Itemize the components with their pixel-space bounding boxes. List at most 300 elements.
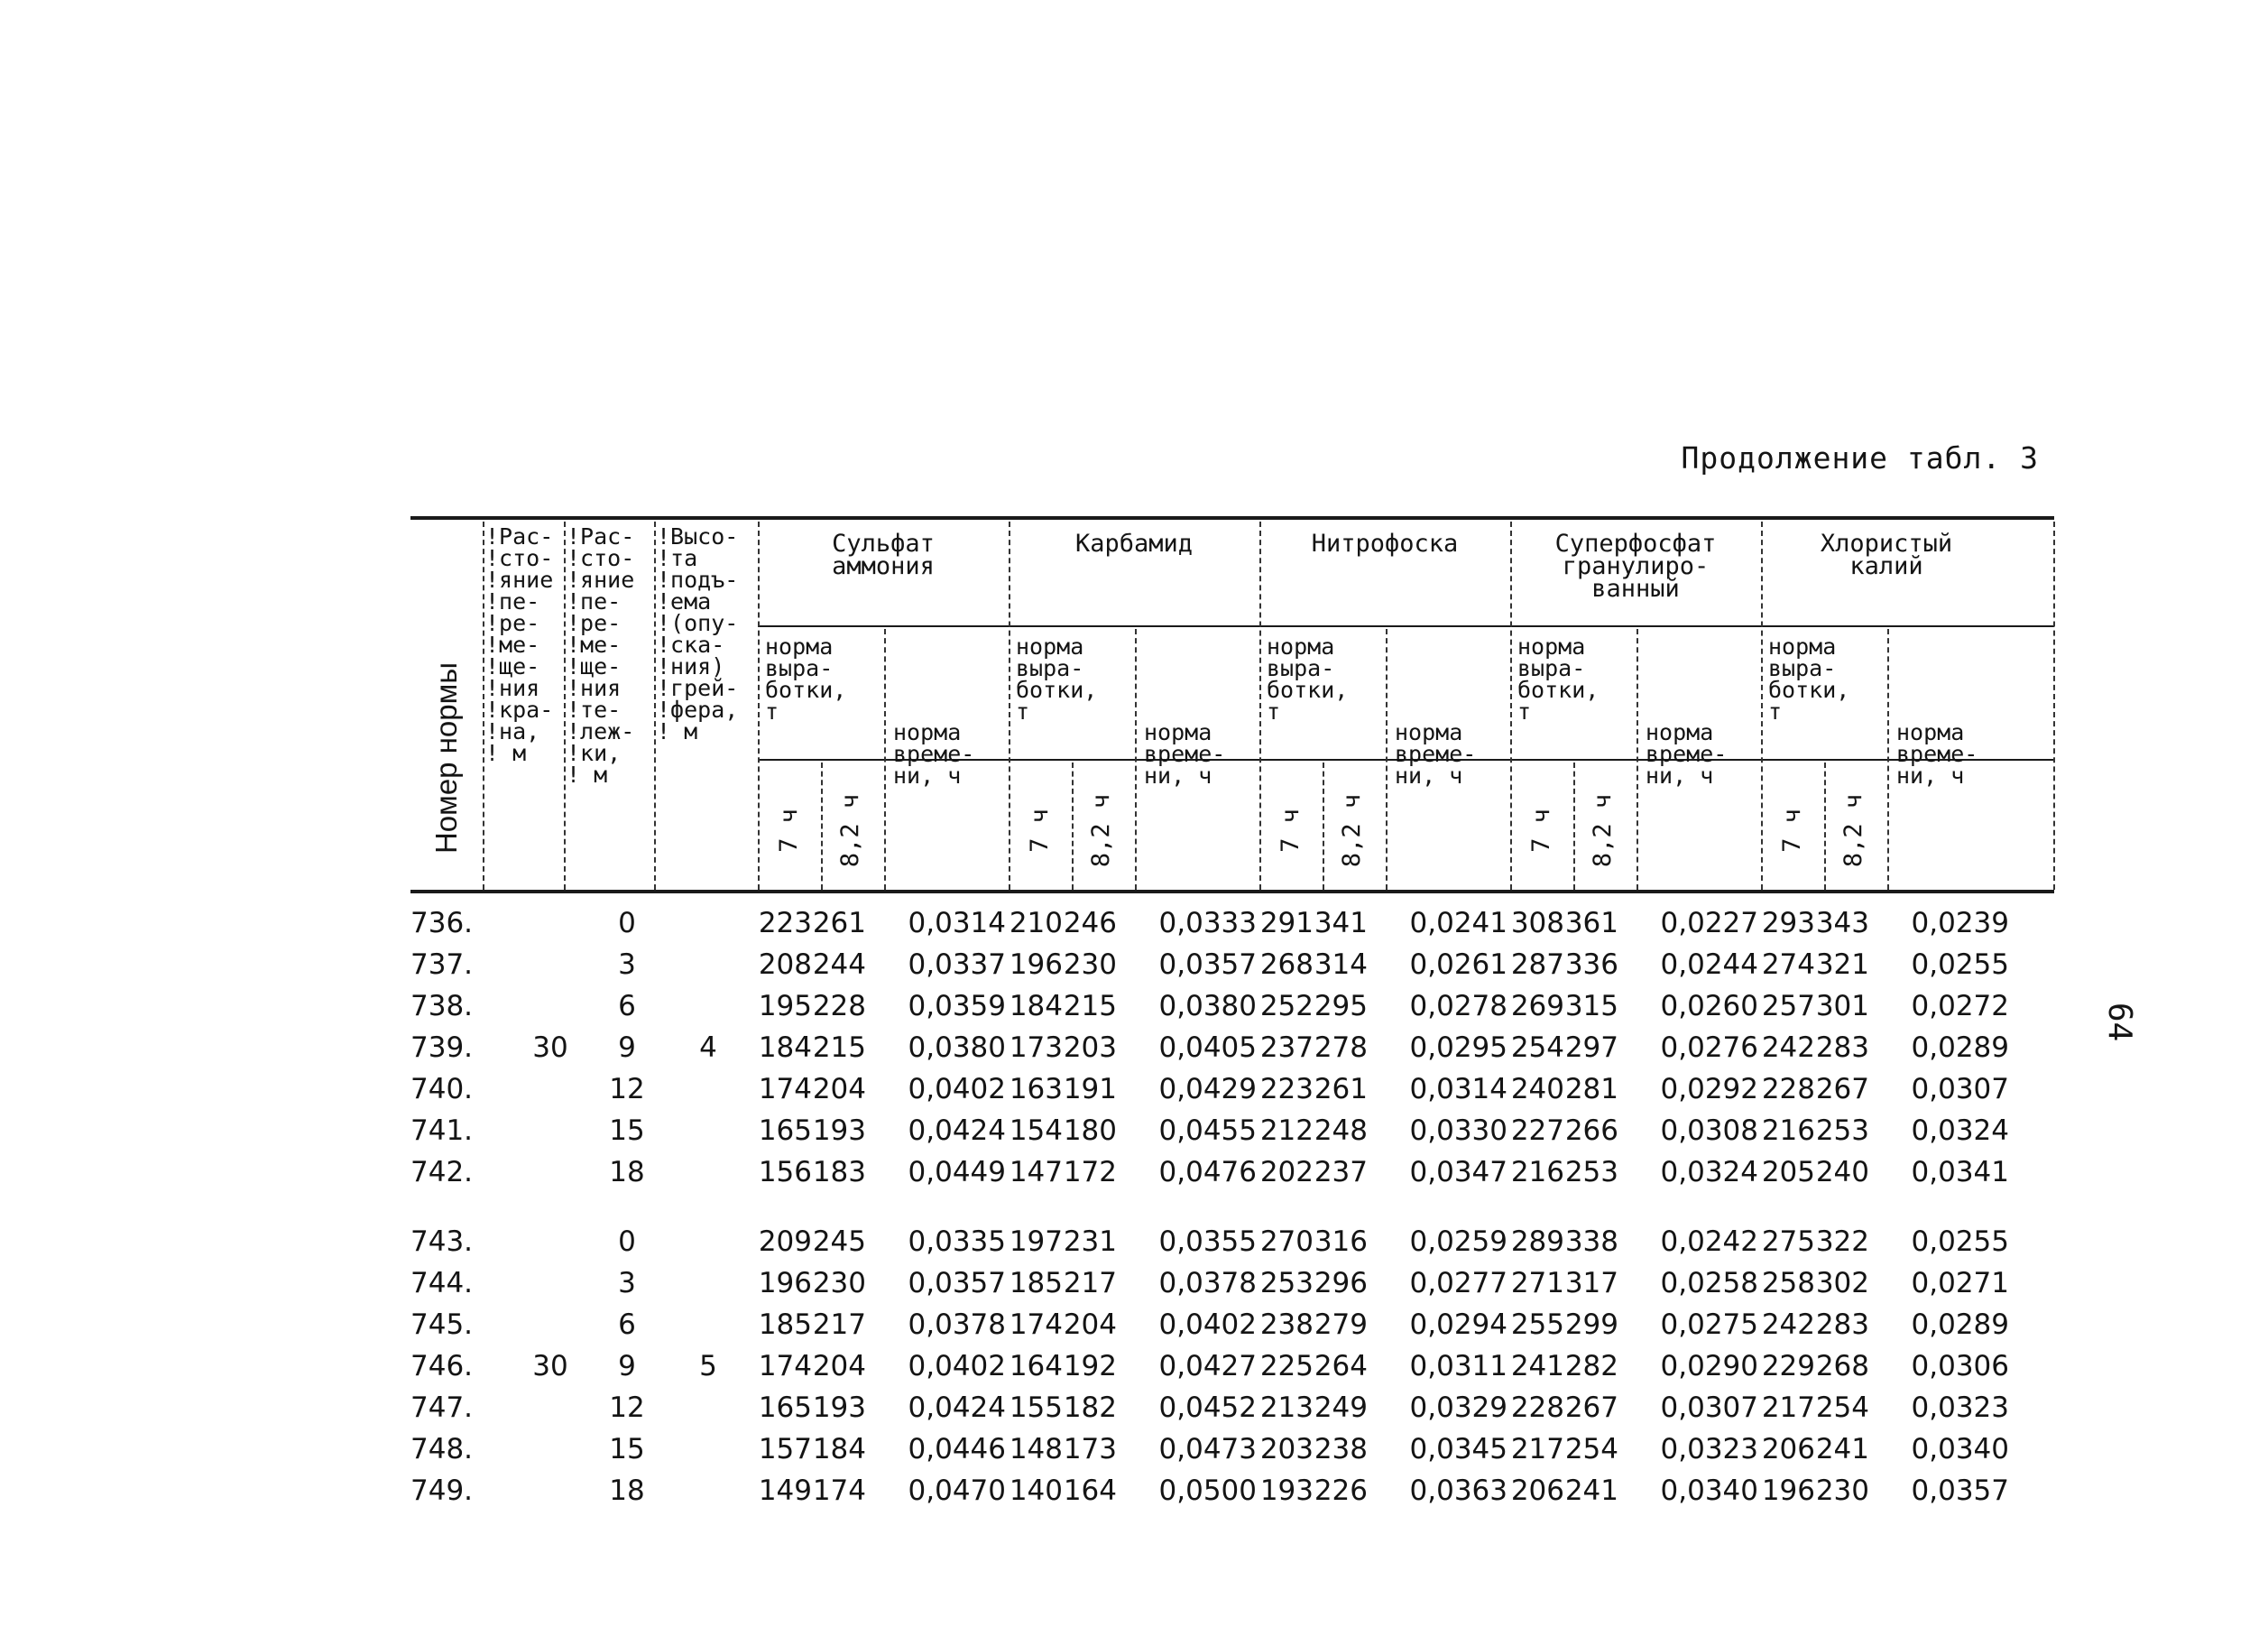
norm-output-cell: 197 (1009, 1225, 1063, 1258)
norm-output-cell: 205 (1761, 1156, 1815, 1188)
norm-number-cell: 737. (410, 948, 474, 981)
shift-82h-header: 8,2 ч (836, 793, 865, 868)
norm-time-cell: 0,0347 (1409, 1156, 1507, 1188)
norm-output-cell: 149 (758, 1474, 812, 1507)
table-row (410, 1031, 2054, 1073)
norm-output-cell: 204 (812, 1350, 866, 1382)
norm-time-cell: 0,0357 (908, 1267, 1006, 1299)
trolley-distance-cell: 15 (609, 1114, 645, 1147)
norm-time-cell: 0,0476 (1158, 1156, 1257, 1188)
norm-output-cell: 245 (812, 1225, 866, 1258)
norm-time-cell: 0,0402 (1158, 1308, 1257, 1341)
norm-time-cell: 0,0323 (1911, 1391, 2009, 1424)
norm-output-cell: 242 (1761, 1031, 1815, 1064)
norm-output-cell: 295 (1314, 990, 1368, 1022)
norm-output-cell: 215 (1063, 990, 1117, 1022)
norm-time-cell: 0,0378 (1158, 1267, 1257, 1299)
norm-time-cell: 0,0335 (908, 1225, 1006, 1258)
norm-number-cell: 740. (410, 1073, 474, 1105)
norm-output-cell: 253 (1564, 1156, 1618, 1188)
table-row (410, 1433, 2054, 1474)
norm-time-header: норма време- ни, ч (1395, 719, 1477, 789)
column-separator (483, 522, 484, 890)
norm-time-cell: 0,0329 (1409, 1391, 1507, 1424)
norm-time-cell: 0,0261 (1409, 948, 1507, 981)
norm-output-cell: 283 (1815, 1308, 1869, 1341)
norm-time-cell: 0,0405 (1158, 1031, 1257, 1064)
norm-time-cell: 0,0402 (908, 1073, 1006, 1105)
norm-output-cell: 225 (1259, 1350, 1314, 1382)
norm-output-cell: 281 (1564, 1073, 1618, 1105)
norm-output-cell: 261 (812, 907, 866, 939)
norm-time-cell: 0,0333 (1158, 907, 1257, 939)
norm-output-cell: 165 (758, 1391, 812, 1424)
norm-output-cell: 271 (1510, 1267, 1564, 1299)
norm-output-cell: 174 (812, 1474, 866, 1507)
norm-output-cell: 230 (1815, 1474, 1869, 1507)
norm-output-cell: 226 (1314, 1474, 1368, 1507)
norm-time-cell: 0,0324 (1911, 1114, 2009, 1147)
norm-output-cell: 287 (1510, 948, 1564, 981)
norm-time-cell: 0,0337 (908, 948, 1006, 981)
norm-time-cell: 0,0314 (1409, 1073, 1507, 1105)
norm-output-cell: 155 (1009, 1391, 1063, 1424)
norm-time-cell: 0,0277 (1409, 1267, 1507, 1299)
norm-time-cell: 0,0473 (1158, 1433, 1257, 1465)
shift-separator (1323, 763, 1324, 890)
norm-output-cell: 147 (1009, 1156, 1063, 1188)
column-separator (564, 522, 566, 890)
norm-output-cell: 174 (758, 1073, 812, 1105)
page-number: 64 (2101, 1002, 2139, 1042)
norm-time-cell: 0,0345 (1409, 1433, 1507, 1465)
norm-time-cell: 0,0255 (1911, 1225, 2009, 1258)
norm-number-cell: 743. (410, 1225, 474, 1258)
norm-time-cell: 0,0290 (1660, 1350, 1758, 1382)
norm-time-cell: 0,0295 (1409, 1031, 1507, 1064)
norm-number-cell: 747. (410, 1391, 474, 1424)
table-caption: Продолжение табл. 3 (1681, 440, 2039, 476)
norm-time-cell: 0,0289 (1911, 1308, 2009, 1341)
output-time-separator (1386, 629, 1388, 890)
norm-output-cell: 302 (1815, 1267, 1869, 1299)
product-group-title: Сульфат аммония (832, 530, 935, 580)
norm-time-cell: 0,0308 (1660, 1114, 1758, 1147)
norm-output-cell: 228 (812, 990, 866, 1022)
norm-output-cell: 192 (1063, 1350, 1117, 1382)
norm-output-cell: 223 (1259, 1073, 1314, 1105)
norm-output-header: норма выра- ботки, т (1267, 633, 1349, 725)
norm-output-cell: 172 (1063, 1156, 1117, 1188)
norm-output-cell: 254 (1815, 1391, 1869, 1424)
norm-output-cell: 241 (1815, 1433, 1869, 1465)
norm-output-cell: 282 (1564, 1350, 1618, 1382)
norm-output-cell: 204 (812, 1073, 866, 1105)
norm-output-cell: 341 (1314, 907, 1368, 939)
norm-output-cell: 184 (1009, 990, 1063, 1022)
norm-output-cell: 148 (1009, 1433, 1063, 1465)
norm-output-cell: 196 (1761, 1474, 1815, 1507)
norm-output-cell: 266 (1564, 1114, 1618, 1147)
norm-output-cell: 253 (1815, 1114, 1869, 1147)
norm-time-cell: 0,0239 (1911, 907, 2009, 939)
shift-82h-header: 8,2 ч (1338, 793, 1367, 868)
column-separator (2053, 522, 2055, 890)
norm-output-cell: 269 (1510, 990, 1564, 1022)
norm-output-cell: 241 (1564, 1474, 1618, 1507)
norm-output-cell: 257 (1761, 990, 1815, 1022)
norm-time-cell: 0,0272 (1911, 990, 2009, 1022)
group-separator (1009, 522, 1010, 890)
norm-output-cell: 242 (1761, 1308, 1815, 1341)
norm-time-cell: 0,0258 (1660, 1267, 1758, 1299)
norm-output-cell: 165 (758, 1114, 812, 1147)
norm-output-cell: 255 (1510, 1308, 1564, 1341)
norm-output-cell: 301 (1815, 990, 1869, 1022)
norm-output-cell: 217 (812, 1308, 866, 1341)
norm-time-cell: 0,0307 (1660, 1391, 1758, 1424)
norm-output-cell: 182 (1063, 1391, 1117, 1424)
norm-time-cell: 0,0357 (1158, 948, 1257, 981)
norm-time-cell: 0,0424 (908, 1114, 1006, 1147)
grab-height-cell: 4 (699, 1031, 717, 1064)
trolley-distance-cell: 3 (618, 948, 636, 981)
norm-output-cell: 173 (1009, 1031, 1063, 1064)
norm-time-cell: 0,0424 (908, 1391, 1006, 1424)
norm-output-cell: 308 (1510, 907, 1564, 939)
norm-time-cell: 0,0380 (908, 1031, 1006, 1064)
norm-time-cell: 0,0289 (1911, 1031, 2009, 1064)
crane-distance-cell: 30 (532, 1350, 568, 1382)
norm-time-cell: 0,0255 (1911, 948, 2009, 981)
norm-output-cell: 297 (1564, 1031, 1618, 1064)
norm-output-cell: 316 (1314, 1225, 1368, 1258)
norm-output-cell: 237 (1314, 1156, 1368, 1188)
norm-output-cell: 322 (1815, 1225, 1869, 1258)
norm-time-cell: 0,0500 (1158, 1474, 1257, 1507)
norm-time-cell: 0,0275 (1660, 1308, 1758, 1341)
table-row (410, 1073, 2054, 1114)
norm-output-cell: 206 (1510, 1474, 1564, 1507)
norm-output-cell: 299 (1564, 1308, 1618, 1341)
norm-output-cell: 289 (1510, 1225, 1564, 1258)
norm-time-cell: 0,0260 (1660, 990, 1758, 1022)
norm-time-cell: 0,0378 (908, 1308, 1006, 1341)
trolley-distance-header: !Рас- !сто- !яние !пе- !ре- !ме- !ще- !ния !те- !леж- !ки, ! м (567, 523, 635, 788)
trolley-distance-cell: 6 (618, 990, 636, 1022)
norm-number-header: Номер нормы (429, 661, 463, 855)
norm-time-cell: 0,0330 (1409, 1114, 1507, 1147)
shift-82h-header: 8,2 ч (1087, 793, 1116, 868)
norm-output-cell: 231 (1063, 1225, 1117, 1258)
trolley-distance-cell: 18 (609, 1156, 645, 1188)
group-divider-rule (758, 625, 2054, 627)
shift-7h-header: 7 ч (774, 809, 803, 853)
norm-output-cell: 321 (1815, 948, 1869, 981)
norm-time-header: норма време- ни, ч (1896, 719, 1978, 789)
norm-output-cell: 291 (1259, 907, 1314, 939)
norm-output-cell: 154 (1009, 1114, 1063, 1147)
norm-output-cell: 268 (1259, 948, 1314, 981)
norm-time-cell: 0,0276 (1660, 1031, 1758, 1064)
crane-distance-header: !Рас- !сто- !яние !пе- !ре- !ме- !ще- !ния !кра- !на, ! м (485, 523, 554, 766)
product-group-title: Суперфосфат гранулиро- ванный (1554, 530, 1717, 603)
norm-output-cell: 230 (812, 1267, 866, 1299)
norm-output-cell: 174 (1009, 1308, 1063, 1341)
norm-output-cell: 203 (1259, 1433, 1314, 1465)
norm-time-cell: 0,0311 (1409, 1350, 1507, 1382)
norm-output-cell: 267 (1564, 1391, 1618, 1424)
norm-output-cell: 202 (1259, 1156, 1314, 1188)
grab-height-header: !Высо- !та !подъ- !ема !(опу- !ска- !ния) !грей- !фера, ! м (657, 523, 739, 744)
norm-time-cell: 0,0446 (908, 1433, 1006, 1465)
norm-output-cell: 208 (758, 948, 812, 981)
shift-7h-header: 7 ч (1025, 809, 1054, 853)
norm-time-cell: 0,0292 (1660, 1073, 1758, 1105)
norm-number-cell: 748. (410, 1433, 474, 1465)
norm-time-cell: 0,0306 (1911, 1350, 2009, 1382)
norm-time-cell: 0,0241 (1409, 907, 1507, 939)
norm-time-cell: 0,0452 (1158, 1391, 1257, 1424)
norm-output-cell: 217 (1761, 1391, 1815, 1424)
norm-output-cell: 279 (1314, 1308, 1368, 1341)
norm-time-cell: 0,0259 (1409, 1225, 1507, 1258)
norm-output-cell: 230 (1063, 948, 1117, 981)
table-row (410, 1156, 2054, 1197)
norm-output-cell: 264 (1314, 1350, 1368, 1382)
norm-output-cell: 196 (1009, 948, 1063, 981)
norm-output-cell: 212 (1259, 1114, 1314, 1147)
norm-number-cell: 744. (410, 1267, 474, 1299)
norm-output-cell: 283 (1815, 1031, 1869, 1064)
norm-output-cell: 184 (758, 1031, 812, 1064)
norm-output-cell: 296 (1314, 1267, 1368, 1299)
norm-output-cell: 227 (1510, 1114, 1564, 1147)
norm-output-cell: 193 (1259, 1474, 1314, 1507)
norm-time-cell: 0,0244 (1660, 948, 1758, 981)
trolley-distance-cell: 12 (609, 1073, 645, 1105)
norm-output-cell: 228 (1510, 1391, 1564, 1424)
norm-output-cell: 164 (1063, 1474, 1117, 1507)
product-group-title: Нитрофоска (1311, 530, 1459, 558)
norm-output-cell: 270 (1259, 1225, 1314, 1258)
norm-output-cell: 252 (1259, 990, 1314, 1022)
norm-output-cell: 204 (1063, 1308, 1117, 1341)
norm-output-cell: 216 (1761, 1114, 1815, 1147)
norm-time-cell: 0,0380 (1158, 990, 1257, 1022)
norm-output-cell: 217 (1063, 1267, 1117, 1299)
norm-time-cell: 0,0324 (1660, 1156, 1758, 1188)
norm-output-cell: 278 (1314, 1031, 1368, 1064)
norm-time-cell: 0,0278 (1409, 990, 1507, 1022)
grab-height-cell: 5 (699, 1350, 717, 1382)
norm-output-cell: 240 (1510, 1073, 1564, 1105)
norm-time-cell: 0,0242 (1660, 1225, 1758, 1258)
group-separator (1510, 522, 1512, 890)
norm-time-cell: 0,0449 (908, 1156, 1006, 1188)
norm-time-cell: 0,0341 (1911, 1156, 2009, 1188)
norm-output-header: норма выра- ботки, т (1517, 633, 1600, 725)
norm-output-cell: 258 (1761, 1267, 1815, 1299)
table-row (410, 1308, 2054, 1350)
group-separator (1761, 522, 1763, 890)
shift-82h-header: 8,2 ч (1839, 793, 1868, 868)
norm-output-cell: 195 (758, 990, 812, 1022)
norm-number-cell: 742. (410, 1156, 474, 1188)
table-row (410, 907, 2054, 948)
norm-output-cell: 203 (1063, 1031, 1117, 1064)
norm-output-cell: 244 (812, 948, 866, 981)
norm-time-cell: 0,0355 (1158, 1225, 1257, 1258)
trolley-distance-cell: 9 (618, 1350, 636, 1382)
norm-output-cell: 216 (1510, 1156, 1564, 1188)
norm-time-cell: 0,0340 (1911, 1433, 2009, 1465)
shift-separator (821, 763, 823, 890)
norm-time-cell: 0,0427 (1158, 1350, 1257, 1382)
norm-output-cell: 240 (1815, 1156, 1869, 1188)
trolley-distance-cell: 6 (618, 1308, 636, 1341)
output-time-separator (1636, 629, 1638, 890)
norm-time-cell: 0,0402 (908, 1350, 1006, 1382)
norm-number-cell: 736. (410, 907, 474, 939)
group-separator (1259, 522, 1261, 890)
norm-output-cell: 213 (1259, 1391, 1314, 1424)
norm-time-cell: 0,0455 (1158, 1114, 1257, 1147)
norm-output-cell: 183 (812, 1156, 866, 1188)
table-row (410, 1114, 2054, 1156)
norm-output-cell: 248 (1314, 1114, 1368, 1147)
shift-separator (1824, 763, 1826, 890)
norm-time-header: норма време- ни, ч (1144, 719, 1226, 789)
column-separator (654, 522, 656, 890)
norm-output-cell: 193 (812, 1114, 866, 1147)
trolley-distance-cell: 12 (609, 1391, 645, 1424)
output-time-separator (1135, 629, 1137, 890)
norm-output-cell: 314 (1314, 948, 1368, 981)
norm-output-cell: 267 (1815, 1073, 1869, 1105)
norm-output-cell: 223 (758, 907, 812, 939)
table-row (410, 1225, 2054, 1267)
norm-output-cell: 206 (1761, 1433, 1815, 1465)
trolley-distance-cell: 0 (618, 1225, 636, 1258)
norm-output-cell: 164 (1009, 1350, 1063, 1382)
header-bottom-rule (410, 890, 2054, 893)
norm-output-header: норма выра- ботки, т (1016, 633, 1098, 725)
trolley-distance-cell: 3 (618, 1267, 636, 1299)
shift-7h-header: 7 ч (1526, 809, 1555, 853)
product-group-title: Хлористый калий (1820, 530, 1953, 580)
norm-number-cell: 739. (410, 1031, 474, 1064)
norm-output-header: норма выра- ботки, т (1768, 633, 1850, 725)
trolley-distance-cell: 18 (609, 1474, 645, 1507)
norm-output-cell: 253 (1259, 1267, 1314, 1299)
norm-output-cell: 174 (758, 1350, 812, 1382)
norm-output-cell: 343 (1815, 907, 1869, 939)
norm-output-cell: 238 (1259, 1308, 1314, 1341)
norm-output-cell: 184 (812, 1433, 866, 1465)
norm-output-cell: 254 (1564, 1433, 1618, 1465)
norm-output-cell: 209 (758, 1225, 812, 1258)
norm-time-cell: 0,0429 (1158, 1073, 1257, 1105)
table-top-rule (410, 516, 2054, 520)
norm-output-cell: 241 (1510, 1350, 1564, 1382)
norm-output-cell: 336 (1564, 948, 1618, 981)
norm-number-cell: 746. (410, 1350, 474, 1382)
norm-time-cell: 0,0294 (1409, 1308, 1507, 1341)
table-row (410, 1391, 2054, 1433)
shift-separator (1573, 763, 1575, 890)
norm-output-cell: 237 (1259, 1031, 1314, 1064)
norm-time-cell: 0,0340 (1660, 1474, 1758, 1507)
norm-output-cell: 246 (1063, 907, 1117, 939)
norm-output-cell: 140 (1009, 1474, 1063, 1507)
trolley-distance-cell: 9 (618, 1031, 636, 1064)
table-row (410, 990, 2054, 1031)
norm-output-cell: 268 (1815, 1350, 1869, 1382)
norm-time-cell: 0,0357 (1911, 1474, 2009, 1507)
group-separator (758, 522, 760, 890)
shift-separator (1072, 763, 1074, 890)
crane-distance-cell: 30 (532, 1031, 568, 1064)
norm-output-cell: 229 (1761, 1350, 1815, 1382)
norm-output-cell: 261 (1314, 1073, 1368, 1105)
norm-output-cell: 180 (1063, 1114, 1117, 1147)
norm-time-cell: 0,0227 (1660, 907, 1758, 939)
norm-output-cell: 338 (1564, 1225, 1618, 1258)
shift-7h-header: 7 ч (1777, 809, 1806, 853)
norm-time-cell: 0,0307 (1911, 1073, 2009, 1105)
norm-output-cell: 163 (1009, 1073, 1063, 1105)
norm-number-cell: 738. (410, 990, 474, 1022)
norm-output-cell: 293 (1761, 907, 1815, 939)
norm-time-cell: 0,0323 (1660, 1433, 1758, 1465)
norm-time-cell: 0,0314 (908, 907, 1006, 939)
norm-output-cell: 217 (1510, 1433, 1564, 1465)
norm-output-cell: 156 (758, 1156, 812, 1188)
norm-output-cell: 196 (758, 1267, 812, 1299)
norm-output-cell: 274 (1761, 948, 1815, 981)
norm-output-header: норма выра- ботки, т (765, 633, 847, 725)
norm-output-cell: 191 (1063, 1073, 1117, 1105)
norm-number-cell: 741. (410, 1114, 474, 1147)
trolley-distance-cell: 15 (609, 1433, 645, 1465)
output-time-separator (1887, 629, 1889, 890)
norm-output-cell: 275 (1761, 1225, 1815, 1258)
norm-output-cell: 315 (1564, 990, 1618, 1022)
shift-7h-header: 7 ч (1276, 809, 1305, 853)
norm-output-cell: 157 (758, 1433, 812, 1465)
norm-output-cell: 185 (1009, 1267, 1063, 1299)
product-group-title: Карбамид (1074, 530, 1194, 558)
norm-output-cell: 254 (1510, 1031, 1564, 1064)
norm-time-cell: 0,0271 (1911, 1267, 2009, 1299)
output-time-separator (884, 629, 886, 890)
norm-time-cell: 0,0363 (1409, 1474, 1507, 1507)
norm-output-cell: 210 (1009, 907, 1063, 939)
norm-time-cell: 0,0359 (908, 990, 1006, 1022)
norm-output-cell: 193 (812, 1391, 866, 1424)
norm-time-header: норма време- ни, ч (1646, 719, 1728, 789)
norm-number-cell: 745. (410, 1308, 474, 1341)
table-row (410, 948, 2054, 990)
table-row (410, 1474, 2054, 1516)
table-row (410, 1350, 2054, 1391)
norm-number-cell: 749. (410, 1474, 474, 1507)
norm-time-cell: 0,0470 (908, 1474, 1006, 1507)
norm-output-cell: 228 (1761, 1073, 1815, 1105)
trolley-distance-cell: 0 (618, 907, 636, 939)
norm-output-cell: 249 (1314, 1391, 1368, 1424)
